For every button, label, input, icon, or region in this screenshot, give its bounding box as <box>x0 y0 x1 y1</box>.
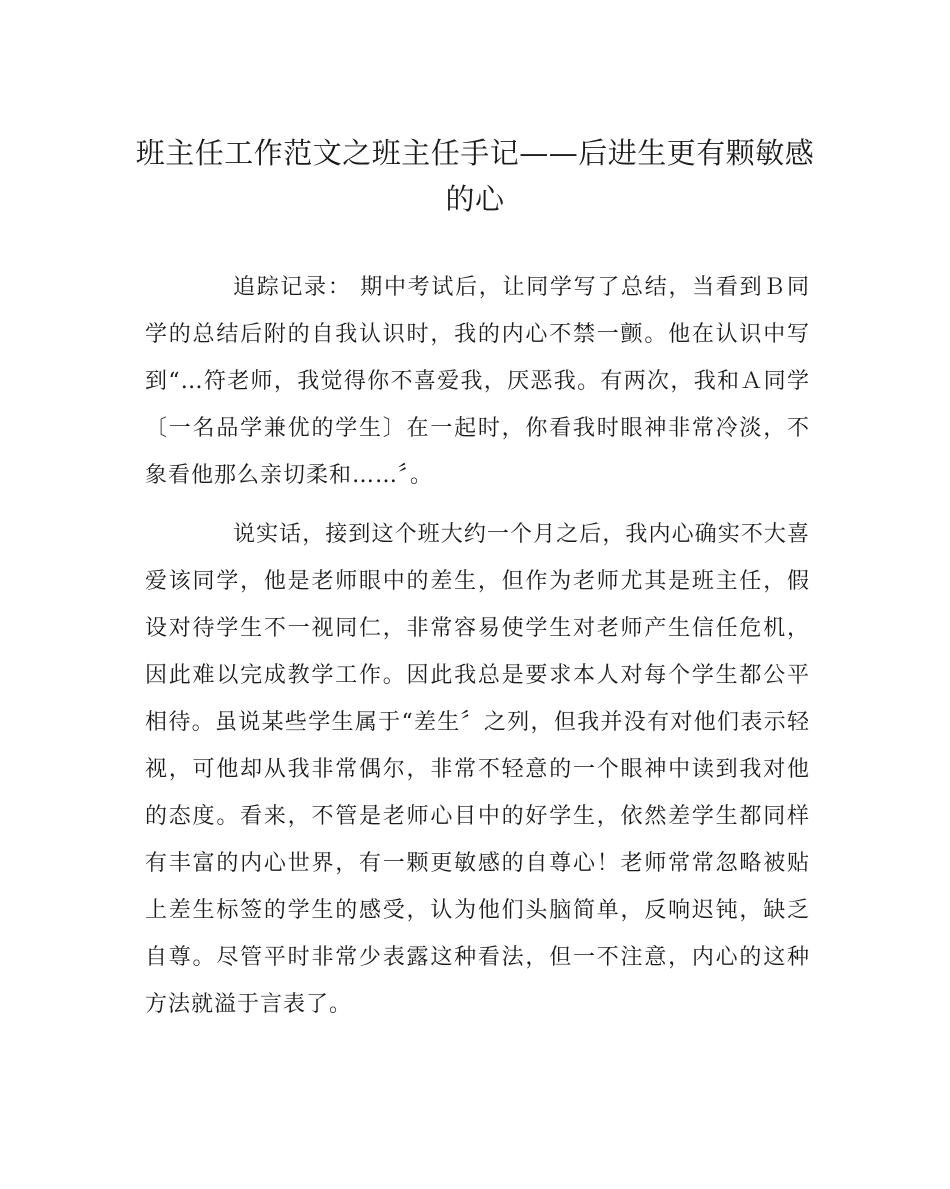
paragraph-tracking-record: 追踪记录： 期中考试后，让同学写了总结，当看到Ｂ同学的总结后附的自我认识时，我的内心不禁一颤。他在认识中写到“…符老师，我觉得你不喜爱我，厌恶我。有两次，我和Ａ同学〔一名品学兼优的学生〕在一起时，你看我时眼神非常冷淡，不象看他那么亲切柔和……〞。 <box>145 275 810 488</box>
document-body <box>145 264 810 1028</box>
paragraph-reflection: 说实话，接到这个班大约一个月之后，我内心确实不大喜爱该同学，他是老师眼中的差生，但作为老师尤其是班主任，假设对待学生不一视同仁，非常容易使学生对老师产生信任危机，因此难以完成教学工作。因此我总是要求本人对每个学生都公平相待。虽说某些学生属于“差生〞之列，但我并没有对他们表示轻视，可他却从我非常偶尔，非常不轻意的一个眼神中读到我对他的态度。看来，不管是老师心目中的好学生，依然差学生都同样有丰富的内心世界，有一颗更敏感的自尊心！老师常常忽略被贴上差生标签的学生的感受，认为他们头脑简单，反响迟钝，缺乏自尊。尽管平时非常少表露这种看法，但一不注意，内心的这种方法就溢于言表了。 <box>145 522 810 1017</box>
document-title: 班主任工作范文之班主任手记——后进生更有颗敏感的心 <box>135 136 815 216</box>
